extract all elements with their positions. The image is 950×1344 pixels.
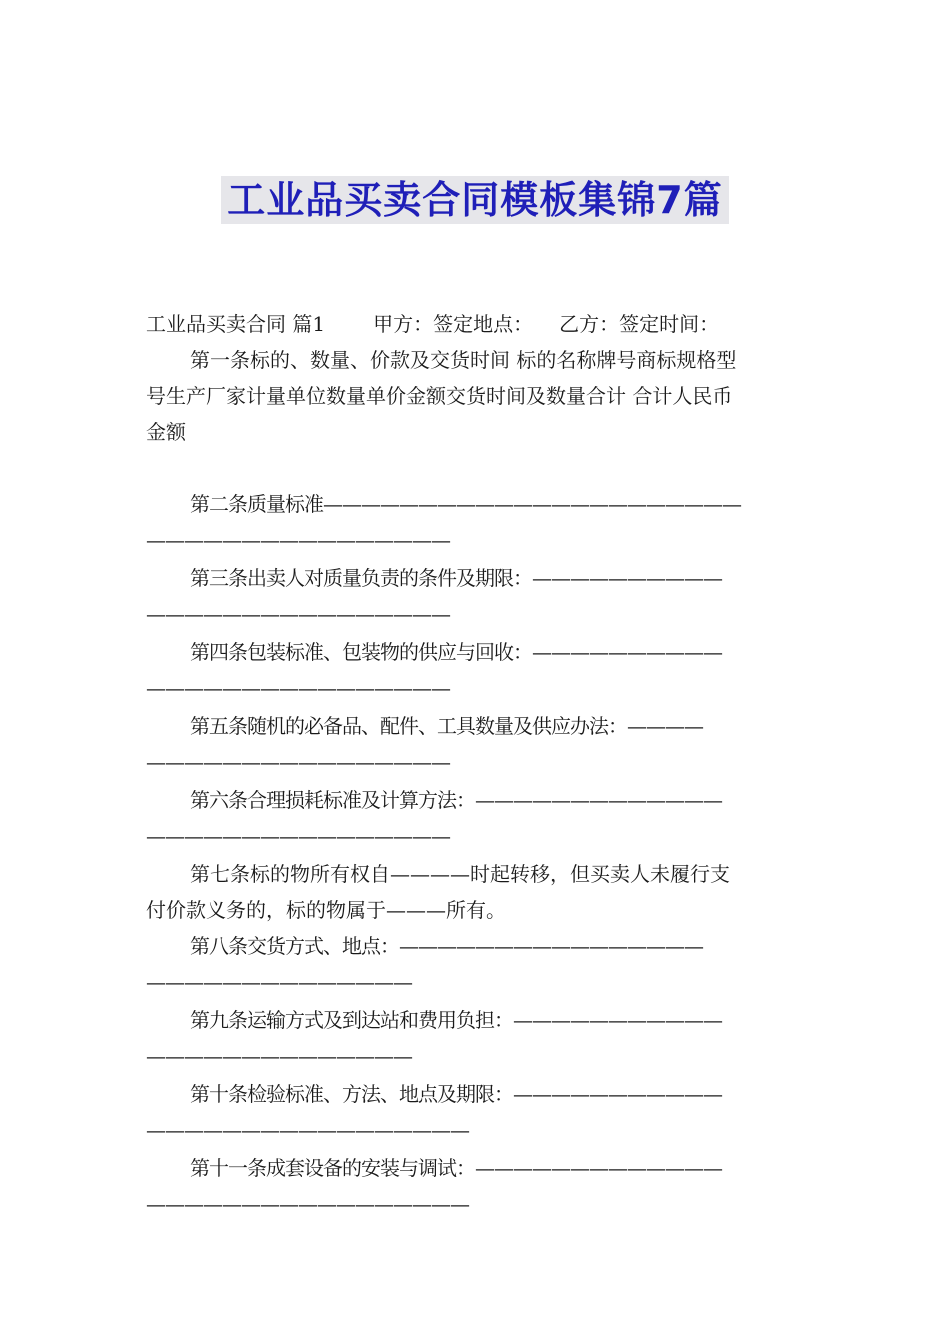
contract-name: 工业品买卖合同 篇1 — [146, 312, 326, 336]
article-3-line-2: ———————————————— — [146, 602, 450, 626]
article-2-line-1: 第二条质量标准—————————————————————— — [190, 492, 741, 516]
article-7-line-2: 付价款义务的，标的物属于———所有。 — [146, 898, 506, 922]
party-b-label: 乙方：签定时间： — [559, 312, 720, 336]
article-8-line-1: 第八条交货方式、地点：———————————————— — [190, 934, 703, 958]
article-1-line-3: 金额 — [146, 420, 186, 444]
article-5-line-1: 第五条随机的必备品、配件、工具数量及供应办法：———— — [190, 714, 703, 738]
title-container — [0, 176, 950, 224]
party-a-label: 甲方：签定地点： — [373, 312, 534, 336]
article-7-line-1: 第七条标的物所有权自————时起转移，但买卖人未履行支 — [190, 862, 730, 886]
article-6-line-2: ———————————————— — [146, 824, 450, 848]
article-1-line-2: 号生产厂家计量单位数量单价金额交货时间及数量合计 合计人民币 — [146, 384, 733, 408]
article-10-line-1: 第十条检验标准、方法、地点及期限：——————————— — [190, 1082, 722, 1106]
article-3-line-1: 第三条出卖人对质量负责的条件及期限：—————————— — [190, 566, 722, 590]
article-2-line-2: ———————————————— — [146, 528, 450, 552]
article-1-line-1: 第一条标的、数量、价款及交货时间 标的名称牌号商标规格型 — [190, 348, 737, 372]
article-4-line-1: 第四条包装标准、包装物的供应与回收：—————————— — [190, 640, 722, 664]
article-11-line-1: 第十一条成套设备的安装与调试：————————————— — [190, 1156, 722, 1180]
contract-header — [146, 306, 806, 342]
article-11-line-2: ————————————————— — [146, 1192, 469, 1216]
article-10-line-2: ————————————————— — [146, 1118, 469, 1142]
article-8-line-2: —————————————— — [146, 970, 412, 994]
article-9-line-1: 第九条运输方式及到达站和费用负担：——————————— — [190, 1008, 722, 1032]
document-body — [146, 306, 806, 1222]
article-6-line-1: 第六条合理损耗标准及计算方法：————————————— — [190, 788, 722, 812]
article-5-line-2: ———————————————— — [146, 750, 450, 774]
article-4-line-2: ———————————————— — [146, 676, 450, 700]
article-9-line-2: —————————————— — [146, 1044, 412, 1068]
document-title: 工业品买卖合同模板集锦7篇 — [221, 176, 728, 224]
